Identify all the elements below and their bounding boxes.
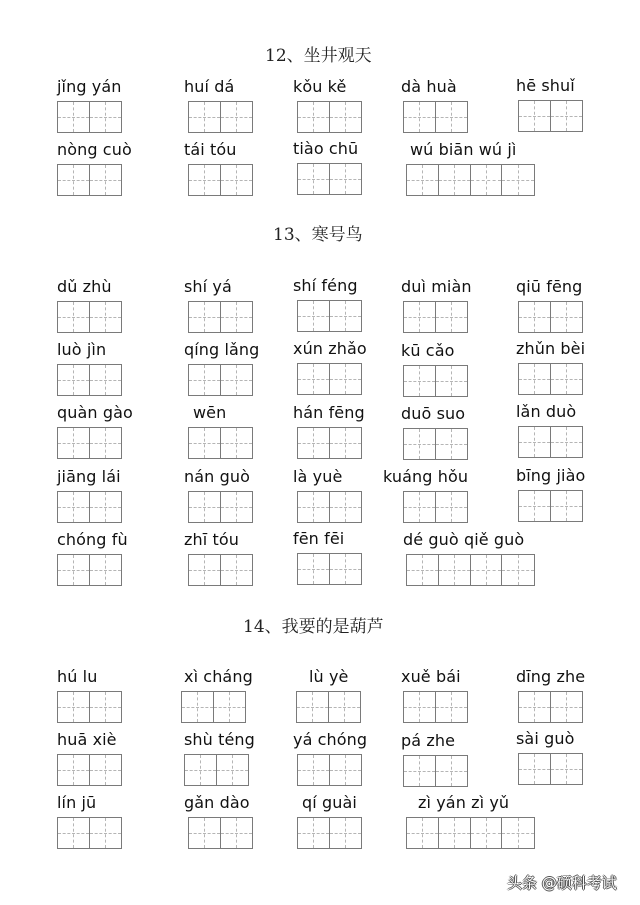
tianzige-cell[interactable] [58, 555, 90, 585]
tianzige-cell[interactable] [519, 101, 551, 131]
tianzige-cell[interactable] [90, 302, 121, 332]
tianzige-cell[interactable] [502, 165, 534, 195]
tianzige-cell[interactable] [551, 364, 582, 394]
writing-grid[interactable] [297, 363, 362, 395]
writing-grid[interactable] [296, 691, 361, 723]
writing-grid[interactable] [188, 164, 253, 196]
tianzige-cell[interactable] [502, 555, 534, 585]
tianzige-cell[interactable] [298, 301, 330, 331]
writing-grid[interactable] [184, 754, 249, 786]
pinyin-label: hē shuǐ [516, 76, 575, 95]
tianzige-cell[interactable] [298, 554, 330, 584]
tianzige-cell[interactable] [330, 102, 361, 132]
pinyin-label: shù téng [184, 730, 255, 749]
tianzige-cell[interactable] [189, 365, 221, 395]
tianzige-cell[interactable] [330, 428, 361, 458]
pinyin-label: lín jū [57, 793, 97, 812]
pinyin-label: qiū fēng [516, 277, 583, 296]
tianzige-cell[interactable] [407, 818, 439, 848]
tianzige-cell[interactable] [185, 755, 217, 785]
tianzige-cell[interactable] [404, 366, 436, 396]
tianzige-cell[interactable] [330, 755, 361, 785]
pinyin-label: huā xiè [57, 730, 117, 749]
pinyin-label: jǐng yán [57, 77, 122, 96]
tianzige-cell[interactable] [407, 165, 439, 195]
tianzige-cell[interactable] [551, 491, 582, 521]
pinyin-label: tiào chū [293, 139, 359, 158]
writing-grid[interactable] [518, 490, 583, 522]
tianzige-cell[interactable] [404, 492, 436, 522]
pinyin-label: luò jìn [57, 340, 107, 359]
tianzige-cell[interactable] [519, 491, 551, 521]
tianzige-cell[interactable] [189, 102, 221, 132]
tianzige-cell[interactable] [189, 818, 221, 848]
tianzige-cell[interactable] [551, 754, 582, 784]
tianzige-cell[interactable] [90, 102, 121, 132]
tianzige-cell[interactable] [551, 302, 582, 332]
tianzige-cell[interactable] [436, 492, 467, 522]
tianzige-cell[interactable] [189, 302, 221, 332]
writing-grid[interactable] [57, 164, 122, 196]
section-title: 13、寒号鸟 [273, 225, 363, 245]
writing-grid[interactable] [403, 365, 468, 397]
tianzige-cell[interactable] [471, 818, 503, 848]
tianzige-cell[interactable] [58, 102, 90, 132]
tianzige-cell[interactable] [404, 102, 436, 132]
pinyin-label: bīng jiào [516, 466, 586, 485]
tianzige-cell[interactable] [297, 692, 329, 722]
pinyin-label: zhǔn bèi [516, 339, 586, 358]
tianzige-cell[interactable] [436, 102, 467, 132]
tianzige-cell[interactable] [519, 692, 551, 722]
tianzige-cell[interactable] [189, 492, 221, 522]
writing-grid[interactable] [518, 100, 583, 132]
tianzige-cell[interactable] [90, 165, 121, 195]
tianzige-cell[interactable] [58, 165, 90, 195]
tianzige-cell[interactable] [298, 428, 330, 458]
tianzige-cell[interactable] [221, 302, 252, 332]
pinyin-label: chóng fù [57, 530, 128, 549]
tianzige-cell[interactable] [189, 555, 221, 585]
tianzige-cell[interactable] [58, 755, 90, 785]
pinyin-label: gǎn dào [184, 793, 250, 812]
writing-grid[interactable] [406, 164, 535, 196]
writing-grid[interactable] [403, 428, 468, 460]
writing-grid[interactable] [403, 691, 468, 723]
pinyin-label: shí féng [293, 276, 358, 295]
writing-grid[interactable] [406, 554, 535, 586]
tianzige-cell[interactable] [436, 429, 467, 459]
writing-grid[interactable] [57, 101, 122, 133]
pinyin-label: hán fēng [293, 403, 365, 422]
pinyin-label: xún zhǎo [293, 339, 367, 358]
pinyin-label: qí guài [302, 793, 357, 812]
writing-grid[interactable] [57, 554, 122, 586]
tianzige-cell[interactable] [90, 755, 121, 785]
pinyin-label: kǒu kě [293, 77, 347, 96]
tianzige-cell[interactable] [407, 555, 439, 585]
writing-grid[interactable] [297, 491, 362, 523]
writing-grid[interactable] [518, 426, 583, 458]
tianzige-cell[interactable] [330, 818, 361, 848]
pinyin-label: kuáng hǒu [383, 467, 469, 486]
tianzige-cell[interactable] [298, 102, 330, 132]
writing-grid[interactable] [181, 691, 246, 723]
pinyin-label: dà huà [401, 77, 457, 96]
tianzige-cell[interactable] [90, 365, 121, 395]
writing-grid[interactable] [403, 301, 468, 333]
pinyin-label: xuě bái [401, 667, 461, 686]
pinyin-label: nán guò [184, 467, 250, 486]
writing-grid[interactable] [297, 427, 362, 459]
pinyin-label: hú lu [57, 667, 98, 686]
pinyin-label: là yuè [293, 467, 343, 486]
writing-grid[interactable] [188, 491, 253, 523]
pinyin-label: fēn fēi [293, 529, 345, 548]
tianzige-cell[interactable] [221, 165, 252, 195]
watermark: 头条 @硕科考试 [507, 874, 617, 892]
tianzige-cell[interactable] [471, 165, 503, 195]
tianzige-cell[interactable] [551, 692, 582, 722]
writing-grid[interactable] [188, 364, 253, 396]
tianzige-cell[interactable] [330, 164, 361, 194]
tianzige-cell[interactable] [436, 692, 467, 722]
tianzige-cell[interactable] [298, 755, 330, 785]
tianzige-cell[interactable] [330, 301, 361, 331]
writing-grid[interactable] [297, 754, 362, 786]
tianzige-cell[interactable] [58, 818, 90, 848]
tianzige-cell[interactable] [298, 164, 330, 194]
tianzige-cell[interactable] [298, 364, 330, 394]
pinyin-label: xì cháng [184, 667, 253, 686]
writing-grid[interactable] [297, 817, 362, 849]
pinyin-label: wú biān wú jì [410, 140, 517, 159]
writing-grid[interactable] [57, 691, 122, 723]
tianzige-cell[interactable] [439, 818, 471, 848]
writing-grid[interactable] [188, 301, 253, 333]
tianzige-cell[interactable] [221, 555, 252, 585]
writing-grid[interactable] [188, 817, 253, 849]
tianzige-cell[interactable] [58, 492, 90, 522]
writing-grid[interactable] [297, 300, 362, 332]
tianzige-cell[interactable] [329, 692, 360, 722]
tianzige-cell[interactable] [404, 692, 436, 722]
tianzige-cell[interactable] [90, 818, 121, 848]
writing-grid[interactable] [403, 491, 468, 523]
writing-grid[interactable] [403, 755, 468, 787]
tianzige-cell[interactable] [439, 165, 471, 195]
writing-grid[interactable] [297, 553, 362, 585]
tianzige-cell[interactable] [330, 492, 361, 522]
pinyin-label: lǎn duò [516, 402, 577, 421]
pinyin-label: pá zhe [401, 731, 456, 750]
tianzige-cell[interactable] [471, 555, 503, 585]
tianzige-cell[interactable] [90, 428, 121, 458]
tianzige-cell[interactable] [502, 818, 534, 848]
tianzige-cell[interactable] [58, 365, 90, 395]
writing-grid[interactable] [297, 163, 362, 195]
tianzige-cell[interactable] [330, 364, 361, 394]
pinyin-label: lù yè [309, 667, 349, 686]
tianzige-cell[interactable] [519, 754, 551, 784]
pinyin-label: sài guò [516, 729, 575, 748]
writing-grid[interactable] [57, 364, 122, 396]
tianzige-cell[interactable] [298, 818, 330, 848]
pinyin-label: dīng zhe [516, 667, 586, 686]
writing-grid[interactable] [57, 427, 122, 459]
tianzige-cell[interactable] [90, 555, 121, 585]
pinyin-label: wēn [193, 403, 227, 422]
tianzige-cell[interactable] [182, 692, 214, 722]
writing-grid[interactable] [518, 691, 583, 723]
tianzige-cell[interactable] [436, 302, 467, 332]
pinyin-label: jiāng lái [57, 467, 121, 486]
tianzige-cell[interactable] [298, 492, 330, 522]
tianzige-cell[interactable] [551, 101, 582, 131]
writing-grid[interactable] [188, 427, 253, 459]
tianzige-cell[interactable] [221, 818, 252, 848]
tianzige-cell[interactable] [221, 492, 252, 522]
tianzige-cell[interactable] [519, 364, 551, 394]
writing-grid[interactable] [403, 101, 468, 133]
writing-grid[interactable] [57, 817, 122, 849]
pinyin-label: zhī tóu [184, 530, 239, 549]
section-title: 14、我要的是葫芦 [243, 617, 384, 637]
tianzige-cell[interactable] [551, 427, 582, 457]
pinyin-label: zì yán zì yǔ [418, 793, 510, 812]
tianzige-cell[interactable] [90, 692, 121, 722]
tianzige-cell[interactable] [221, 428, 252, 458]
writing-grid[interactable] [518, 301, 583, 333]
tianzige-cell[interactable] [58, 302, 90, 332]
tianzige-cell[interactable] [519, 427, 551, 457]
pinyin-label: shí yá [184, 277, 232, 296]
tianzige-cell[interactable] [217, 755, 248, 785]
pinyin-label: dé guò qiě guò [403, 530, 525, 549]
tianzige-cell[interactable] [58, 428, 90, 458]
pinyin-label: tái tóu [184, 140, 237, 159]
writing-grid[interactable] [518, 363, 583, 395]
pinyin-label: yá chóng [293, 730, 368, 749]
tianzige-cell[interactable] [404, 756, 436, 786]
writing-grid[interactable] [188, 554, 253, 586]
writing-grid[interactable] [406, 817, 535, 849]
tianzige-cell[interactable] [404, 429, 436, 459]
pinyin-label: qíng lǎng [184, 340, 260, 359]
tianzige-cell[interactable] [90, 492, 121, 522]
section-title: 12、坐井观天 [265, 46, 372, 66]
tianzige-cell[interactable] [404, 302, 436, 332]
tianzige-cell[interactable] [221, 102, 252, 132]
writing-grid[interactable] [518, 753, 583, 785]
tianzige-cell[interactable] [436, 756, 467, 786]
pinyin-label: quàn gào [57, 403, 133, 422]
tianzige-cell[interactable] [58, 692, 90, 722]
pinyin-label: dǔ zhù [57, 277, 112, 296]
tianzige-cell[interactable] [221, 365, 252, 395]
tianzige-cell[interactable] [214, 692, 245, 722]
tianzige-cell[interactable] [189, 165, 221, 195]
pinyin-label: duì miàn [401, 277, 472, 296]
tianzige-cell[interactable] [189, 428, 221, 458]
pinyin-label: huí dá [184, 77, 235, 96]
tianzige-cell[interactable] [330, 554, 361, 584]
pinyin-label: nòng cuò [57, 140, 132, 159]
pinyin-label: duō suo [401, 404, 466, 423]
pinyin-label: kū cǎo [401, 341, 455, 360]
writing-grid[interactable] [297, 101, 362, 133]
writing-grid[interactable] [57, 301, 122, 333]
writing-grid[interactable] [57, 491, 122, 523]
tianzige-cell[interactable] [436, 366, 467, 396]
tianzige-cell[interactable] [519, 302, 551, 332]
writing-grid[interactable] [188, 101, 253, 133]
tianzige-cell[interactable] [439, 555, 471, 585]
writing-grid[interactable] [57, 754, 122, 786]
